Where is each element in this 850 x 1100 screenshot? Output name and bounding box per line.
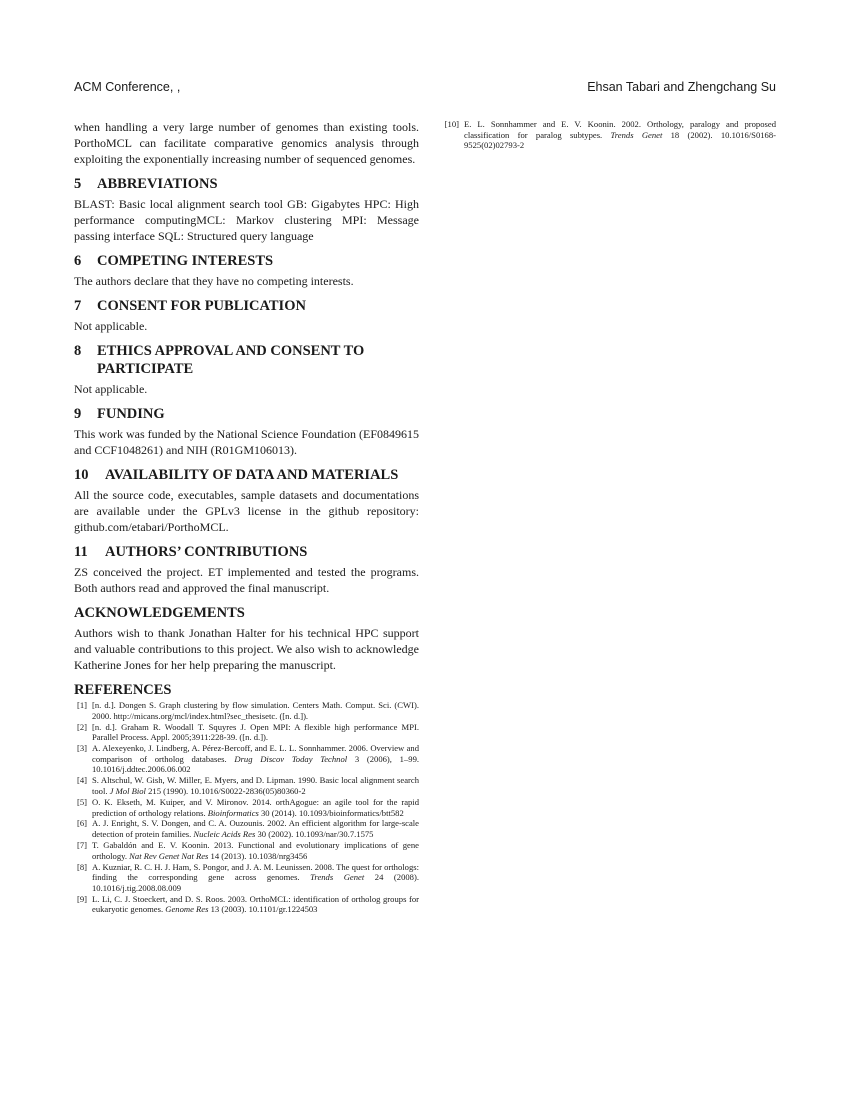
reference-item <box>74 862 419 894</box>
reference-text: [n. d.]. Dongen S. Graph clustering by flow simulation. Centers Math. Comput. Sci. (CWI). 2000. http://micans.org/mcl/index.html?sec_thesisetc. ([n. d.]). <box>92 700 419 721</box>
section-number: 6 <box>74 253 82 269</box>
section-competing-interests <box>74 252 419 289</box>
reference-number: [1] <box>76 700 87 710</box>
section-consent-for-publication <box>74 297 419 334</box>
reference-list-continued <box>441 119 776 151</box>
section-title: ETHICS APPROVAL AND CONSENT TO PARTICIPATE <box>97 343 365 377</box>
reference-text: T. Gabaldón and E. V. Koonin. 2013. Functional and evolutionary implications of gene orthology. Nat Rev Genet Nat Res 14 (2013). 10.1038/nrg3456 <box>92 840 419 861</box>
reference-number: [5] <box>76 796 87 807</box>
reference-item <box>74 840 419 861</box>
reference-text: E. L. Sonnhammer and E. V. Koonin. 2002. Orthology, paralogy and proposed classification for paralog subtypes. Trends Genet 18 (2002). 10.1016/S0168-9525(02)02793-2 <box>464 119 776 151</box>
references-heading: REFERENCES <box>74 682 172 698</box>
header-authors: Ehsan Tabari and Zhengchang Su <box>587 80 776 94</box>
section-heading <box>74 466 419 484</box>
reference-text: S. Altschul, W. Gish, W. Miller, E. Myers, and D. Lipman. 1990. Basic local alignment search tool. J Mol Biol 215 (1990). 10.1016/S0022-2836(05)80360-2 <box>92 775 419 796</box>
section-number: 8 <box>74 343 82 359</box>
references-section <box>74 681 419 915</box>
section-text: Not applicable. <box>74 319 148 333</box>
reference-text: L. Li, C. J. Stoeckert, and D. S. Roos. 2003. OrthoMCL: identification of ortholog groups for eukaryotic genomes. Genome Res 13 (2003). 10.1101/gr.1224503 <box>92 893 419 915</box>
section-title: FUNDING <box>97 406 165 422</box>
section-text: ZS conceived the project. ET implemented and tested the programs. Both authors read and approved the final manuscript. <box>74 565 419 595</box>
reference-item <box>74 700 419 721</box>
reference-text: A. J. Enright, S. V. Dongen, and C. A. Ouzounis. 2002. An efficient algorithm for large-scale detection of protein families. Nucleic Acids Res 30 (2002). 10.1093/nar/30.7.1575 <box>92 818 419 840</box>
section-text: The authors declare that they have no competing interests. <box>74 274 354 288</box>
section-heading <box>74 342 419 378</box>
section-number: 11 <box>74 544 88 560</box>
reference-item <box>74 722 419 743</box>
intro-paragraph: when handling a very large number of genomes than existing tools. PorthoMCL can facilitate comparative genomics analysis through exploiting the exponentially increasing number of sequenced genomes. <box>74 120 419 166</box>
reference-text: [n. d.]. Graham R. Woodall T. Squyres J. Open MPI: A flexible high performance MPI. Parallel Process. Appl. 2005;3911:228-39. ([n. d.]). <box>92 721 419 743</box>
section-title: AVAILABILITY OF DATA AND MATERIALS <box>105 467 399 483</box>
section-heading <box>74 175 419 193</box>
section-number: 9 <box>74 406 82 422</box>
section-number: 10 <box>74 467 89 483</box>
reference-text: A. Kuzniar, R. C. H. J. Ham, S. Pongor, and J. A. M. Leunissen. 2008. The quest for orthologs: finding the corresponding gene across genomes. Trends Genet 24 (2008). 10.1016/j.tig.2008.08.009 <box>92 861 419 893</box>
reference-number: [4] <box>76 775 87 786</box>
reference-text: O. K. Ekseth, M. Kuiper, and V. Mironov. 2014. orthAgogue: an agile tool for the rapid prediction of orthology relations. Bioinformatics 30 (2014). 10.1093/bioinformatics/btt582 <box>92 796 419 818</box>
section-authors-contributions <box>74 543 419 596</box>
reference-number: [2] <box>76 721 87 732</box>
reference-item <box>74 797 419 818</box>
right-column <box>441 119 776 151</box>
section-funding <box>74 405 419 458</box>
reference-item <box>441 119 776 151</box>
section-heading <box>74 252 419 270</box>
reference-item <box>74 894 419 915</box>
reference-item <box>74 818 419 839</box>
reference-list <box>74 700 419 915</box>
reference-text: A. Alexeyenko, J. Lindberg, A. Pérez-Bercoff, and E. L. L. Sonnhammer. 2006. Overview and comparison of ortholog databases. Drug Discov Today Technol 3 (2006), 1–99. 10.1016/j.ddtec.2006.06.002 <box>92 743 420 775</box>
section-availability <box>74 466 419 535</box>
section-ethics-approval <box>74 342 419 397</box>
section-title: COMPETING INTERESTS <box>97 253 274 269</box>
section-title: AUTHORS’ CONTRIBUTIONS <box>105 544 308 560</box>
running-header <box>74 80 776 98</box>
reference-number: [9] <box>76 893 87 904</box>
section-text: BLAST: Basic local alignment search tool GB: Gigabytes HPC: High performance computingMCL: Markov clustering MPI: Message passing interface SQL: Structured query language <box>74 197 419 243</box>
section-text: All the source code, executables, sample datasets and documentations are available under the GPLv3 license in the github repository: github.com/etabari/PorthoMCL. <box>74 488 419 534</box>
reference-number: [6] <box>76 818 87 829</box>
section-abbreviations <box>74 175 419 244</box>
acknowledgements-section <box>74 604 419 673</box>
section-text: This work was funded by the National Science Foundation (EF0849615 and CCF1048261) and NIH (R01GM106013). <box>74 427 419 457</box>
section-number: 5 <box>74 176 82 192</box>
reference-number: [3] <box>76 743 87 754</box>
section-heading <box>74 543 419 561</box>
reference-item <box>74 743 419 775</box>
reference-number: [7] <box>76 840 87 851</box>
reference-number: [10] <box>444 119 459 129</box>
acknowledgements-heading: ACKNOWLEDGEMENTS <box>74 605 245 621</box>
left-column <box>74 119 419 915</box>
acknowledgements-text: Authors wish to thank Jonathan Halter for his technical HPC support and valuable contributions to this project. We also wish to acknowledge Katherine Jones for her help preparing the manuscript. <box>74 626 419 672</box>
reference-item <box>74 775 419 796</box>
section-text: Not applicable. <box>74 382 148 396</box>
header-venue: ACM Conference, , <box>74 80 181 94</box>
section-number: 7 <box>74 298 82 314</box>
section-title: ABBREVIATIONS <box>97 176 218 192</box>
section-title: CONSENT FOR PUBLICATION <box>97 298 306 314</box>
section-heading <box>74 405 419 423</box>
reference-number: [8] <box>76 861 87 872</box>
section-heading <box>74 297 419 315</box>
